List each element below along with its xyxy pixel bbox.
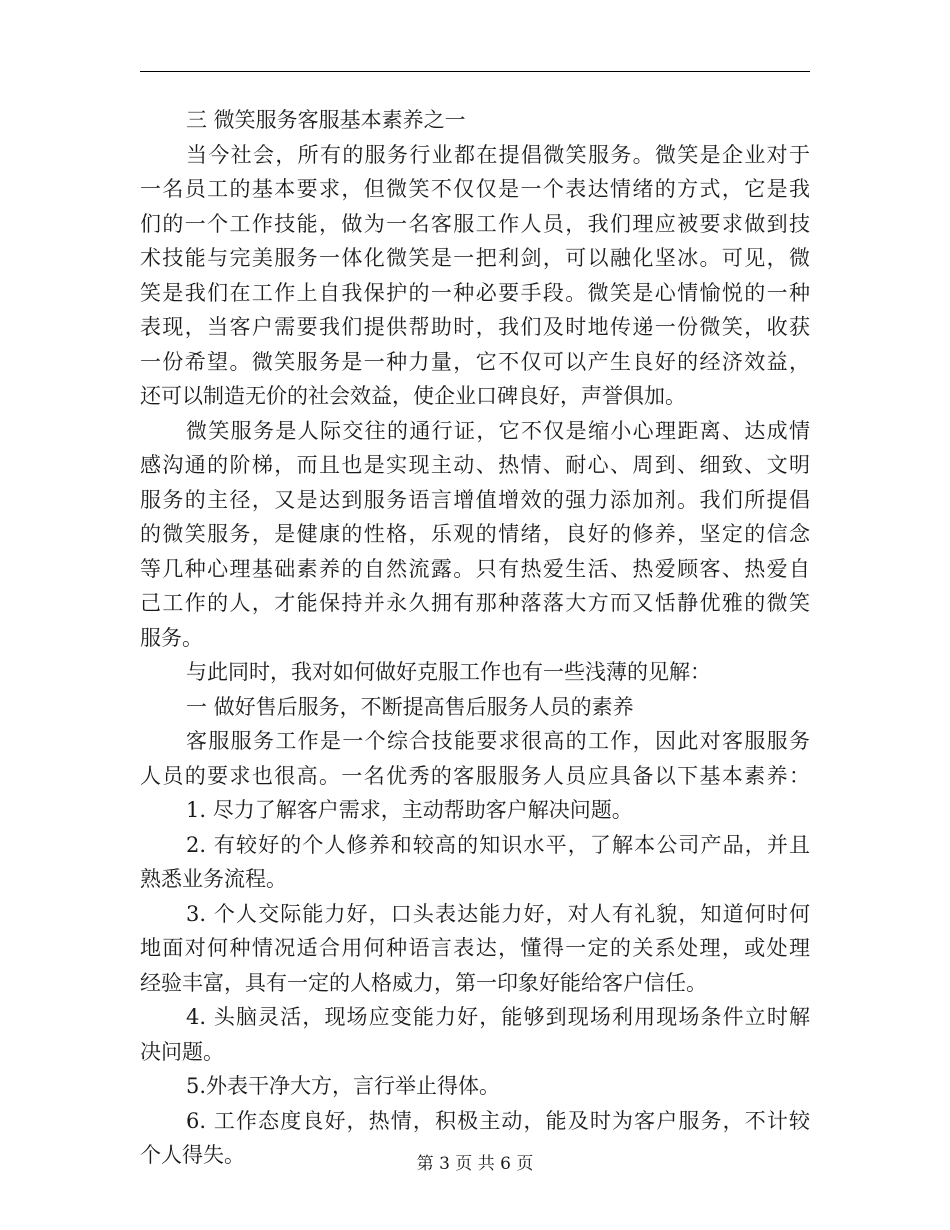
text-line: 表现，当客户需要我们提供帮助时，我们及时地传递一份微笑，收获 — [140, 315, 810, 339]
text-line: 地面对何种情况适合用何种语言表达，懂得一定的关系处理，或处理 — [140, 936, 810, 960]
text-line: 一份希望。微笑服务是一种力量，它不仅可以产生良好的经济效益， — [140, 349, 810, 374]
text-line: 微笑服务是人际交往的通行证，它不仅是缩小心理距离、达成情 — [186, 418, 810, 443]
text-line: 术技能与完美服务一体化微笑是一把利剑，可以融化坚冰。可见，微 — [140, 246, 810, 270]
text-line: 一名员工的基本要求，但微笑不仅仅是一个表达情绪的方式，它是我 — [140, 177, 810, 201]
document-body — [140, 103, 810, 1173]
page-number-footer: 第 3 页 共 6 页 — [416, 1154, 534, 1174]
text-line: 的微笑服务，是健康的性格，乐观的情绪，良好的修养，坚定的信念 — [140, 522, 810, 546]
text-line: 服务。 — [140, 625, 203, 650]
text-line: 还可以制造无价的社会效益，使企业口碑良好，声誉俱加。 — [140, 384, 686, 408]
text-line: 与此同时，我对如何做好克服工作也有一些浅薄的见解： — [186, 660, 711, 684]
text-line: 4. 头脑灵活，现场应变能力好，能够到现场利用现场条件立时解 — [186, 1005, 810, 1029]
text-line: 一 做好售后服务，不断提高售后服务人员的素养 — [186, 694, 634, 719]
text-line: 当今社会，所有的服务行业都在提倡微笑服务。微笑是企业对于 — [186, 142, 810, 167]
text-line: 3. 个人交际能力好，口头表达能力好，对人有礼貌，知道何时何 — [186, 901, 810, 926]
text-line: 笑是我们在工作上自我保护的一种必要手段。微笑是心情愉悦的一种 — [140, 280, 810, 305]
text-line: 熟悉业务流程。 — [140, 867, 287, 891]
text-line: 5.外表干净大方，言行举止得体。 — [186, 1074, 501, 1098]
text-line: 经验丰富，具有一定的人格威力，第一印象好能给客户信任。 — [140, 970, 707, 995]
text-line: 感沟通的阶梯，而且也是实现主动、热情、耐心、周到、细致、文明 — [140, 453, 810, 477]
text-line: 们的一个工作技能，做为一名客服工作人员，我们理应被要求做到技 — [140, 211, 810, 236]
text-line: 决问题。 — [140, 1039, 224, 1064]
header-rule — [140, 71, 810, 72]
text-line: 三 微笑服务客服基本素养之一 — [186, 108, 466, 132]
text-line: 个人得失。 — [140, 1143, 245, 1167]
text-line: 2. 有较好的个人修养和较高的知识水平，了解本公司产品，并且 — [186, 832, 810, 857]
text-line: 6. 工作态度良好，热情，积极主动，能及时为客户服务，不计较 — [186, 1108, 810, 1133]
text-line: 等几种心理基础素养的自然流露。只有热爱生活、热爱顾客、热爱自 — [140, 556, 810, 581]
text-line: 人员的要求也很高。一名优秀的客服服务人员应具备以下基本素养： — [140, 763, 810, 788]
text-line: 服务的主径，又是达到服务语言增值增效的强力添加剂。我们所提倡 — [140, 487, 810, 512]
text-line: 己工作的人，才能保持并永久拥有那种落落大方而又恬静优雅的微笑 — [140, 591, 810, 615]
text-line: 1. 尽力了解客户需求，主动帮助客户解决问题。 — [186, 798, 633, 822]
text-line: 客服服务工作是一个综合技能要求很高的工作，因此对客服服务 — [186, 729, 810, 753]
